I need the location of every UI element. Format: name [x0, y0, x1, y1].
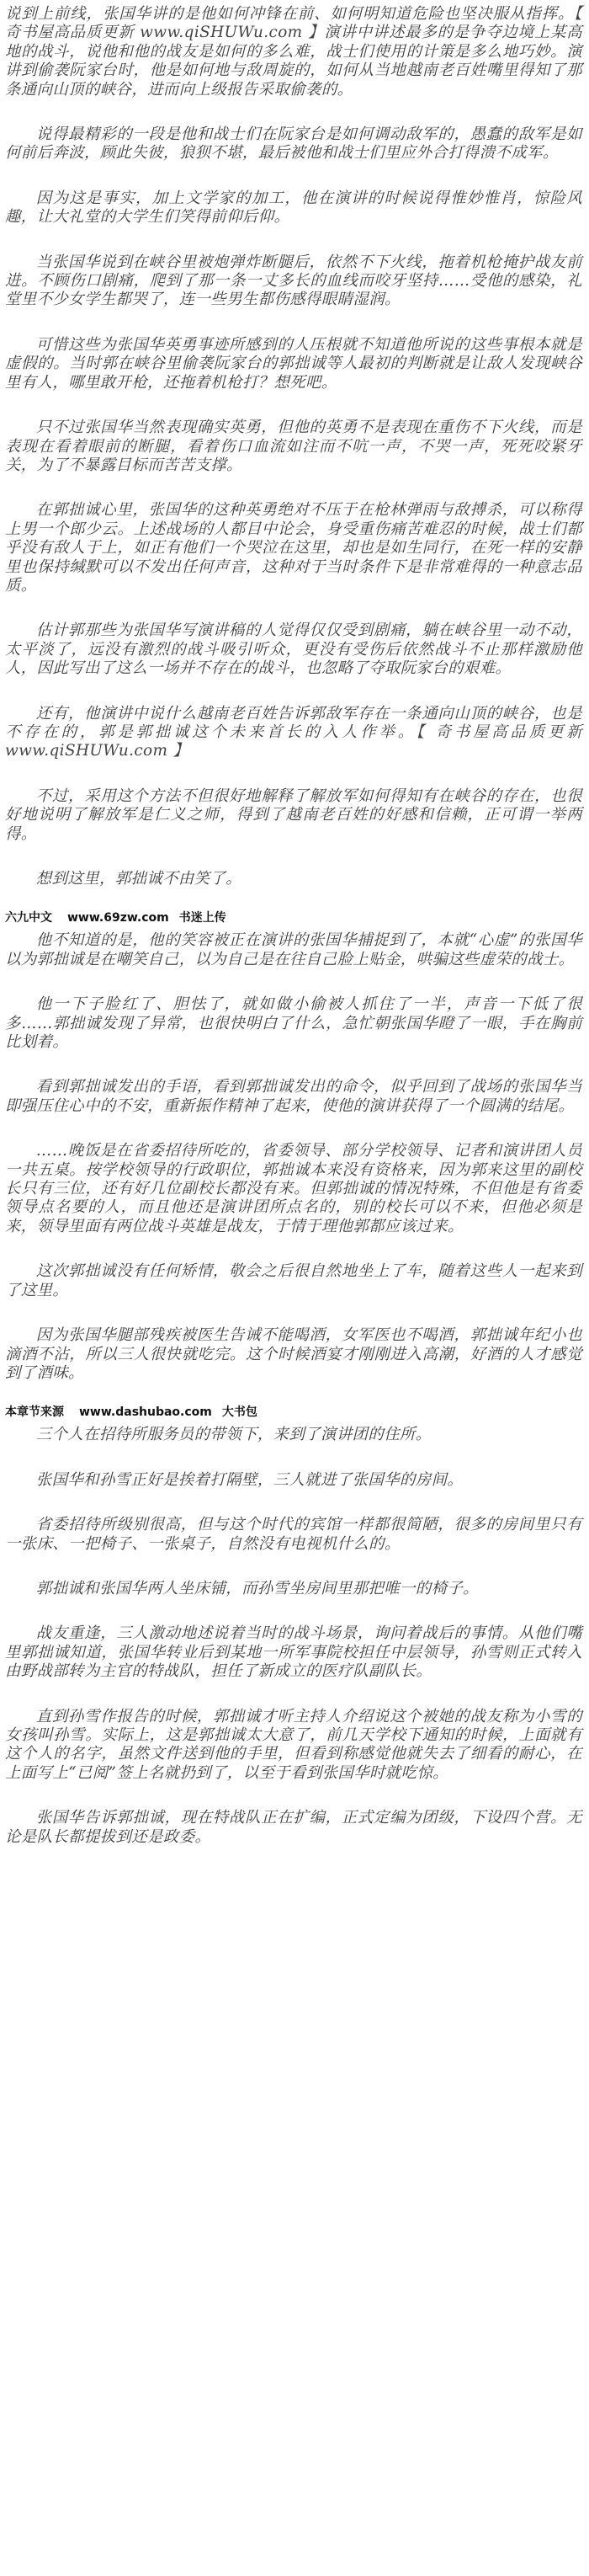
- paragraph-text: 估计郭那些为张国华写演讲稿的人觉得仅仅受到剧痛，躺在峡谷里一动不动，太平淡了，远没有激烈的战斗吸引听众，更没有受伤后依然战斗不止那样激励他人，因此写出了这么一场并不存在的战斗，也忽略了夺取阮家台的艰难。: [5, 621, 582, 678]
- chapter-paragraph: [5, 336, 582, 392]
- paragraph-text: 在郭拙诚心里，张国华的这种英勇绝对不压于在枪林弹雨与敌搏杀，可以称得上男一个郎少云。上述战场的人都目中论会，身受重伤痛苦难忍的时候，战士们都乎没有敌人于上，如正有他们一个哭泣在这里，却也是如生同行，在死一样的安静里也保持缄默可以不发出任何声音，这种对于当时条件下是非常难得的一种意志品质。: [5, 501, 582, 595]
- paragraph-text: 想到这里，郭拙诚不由笑了。: [35, 870, 242, 888]
- chapter-paragraph: [5, 705, 582, 761]
- site-name: 六九中文: [5, 911, 52, 925]
- chapter-paragraph: [5, 870, 582, 888]
- paragraph-text: 因为张国华腿部残疾被医生告诫不能喝酒，女军医也不喝酒，郭拙诚年纪小也滴酒不沾，所以三人很快就吃完。这个时候酒宴才刚刚进入高潮，好酒的人才感觉到了酒味。: [5, 1326, 582, 1382]
- chapter-paragraph: [5, 995, 582, 1052]
- paragraph-text: 战友重逢，三人激动地述说着当时的战斗场景，询问着战后的事情。从他们嘴里郭拙诚知道，张国华转业后到某地一所军事院校担任中层领导，孙雪则正式转入由野战部转为主官的特战队，担任了新成立的医疗队副队长。: [5, 1624, 582, 1681]
- chapter-paragraph: [5, 1326, 582, 1383]
- site-banner: [5, 911, 582, 925]
- site-banner: [5, 1405, 582, 1419]
- site-url[interactable]: www.69zw.com: [67, 911, 169, 925]
- paragraph-text: 因为这是事实，加上文学家的加工，他在演讲的时候说得惟妙惟肖，惊险风趣，让大礼堂的大学生们笑得前仰后仰。: [5, 189, 582, 227]
- paragraph-text: 说到上前线，张国华讲的是他如何冲锋在前、如何明知道危险也坚决服从指挥。: [5, 5, 575, 23]
- chapter-paragraph: [5, 621, 582, 678]
- site-tag: 书迷上传: [178, 911, 226, 925]
- chapter-paragraph: [5, 931, 582, 969]
- chapter-paragraph: [5, 1580, 582, 1598]
- chapter-paragraph: [5, 1262, 582, 1300]
- chapter-paragraph: [5, 1426, 582, 1444]
- paragraph-text: 郭拙诚和张国华两人坐床铺，而孙雪坐房间里那把唯一的椅子。: [35, 1579, 479, 1597]
- chapter-paragraph: [5, 787, 582, 844]
- chapter-paragraph: [5, 1809, 582, 1847]
- chapter-paragraph: [5, 501, 582, 595]
- site-name: 本章节来源: [5, 1405, 64, 1420]
- paragraph-text: 演讲中讲述最多的是争夺边境上某高地的战斗，说他和他的战友是如何的多么难，战士们使用的计策是多么地巧妙。演讲到偷袭阮家台时，他是如何地与敌周旋的，如何从当地越南老百姓嘴里得知了那条通向山顶的峡谷，进而向上级报告采取偷袭的。: [5, 24, 582, 99]
- chapter-paragraph: [5, 1708, 582, 1784]
- site-url[interactable]: www.dashubao.com: [79, 1405, 212, 1420]
- paragraph-text: 他不知道的是，他的笑容被正在演讲的张国华捕捉到了，本就“心虚”的张国华以为郭拙诚是在嘲笑自己，以为自己是在往自己脸上贴金，哄骗这些虚荣的战士。: [5, 931, 582, 968]
- paragraph-text: 说得最精彩的一段是他和战士们在阮家台是如何调动敌军的，愚蠢的敌军是如何前后奔波，顾此失彼，狼狈不堪，最后被他和战士们里应外合打得溃不成军。: [5, 125, 582, 163]
- chapter-paragraph: [5, 1078, 582, 1116]
- chapter-paragraph: [5, 253, 582, 310]
- chapter-paragraph: [5, 1471, 582, 1490]
- paragraph-text: 只不过张国华当然表现确实英勇，但他的英勇不是表现在重伤不下火线，而是表现在看着眼前的断腿，看着伤口血流如注而不吭一声，不哭一声，死死咬紧牙关，为了不暴露目标而苦苦支撑。: [5, 419, 582, 474]
- paragraph-text: 直到孙雪作报告的时候，郭拙诚才听主持人介绍说这个被她的战友称为小雪的女孩叫孙雪。实际上，这是郭拙诚太大意了，前几天学校下通知的时候，上面就有这个人的名字，虽然文件送到他的手里，但看到称感觉他就失去了细看的耐心，在上面写上“已阅”签上名就扔到了，以至于看到张国华时就吃惊。: [5, 1707, 582, 1782]
- chapter-paragraph: [5, 189, 582, 227]
- paragraph-text: 这次郭拙诚没有任何矫情，敬会之后很自然地坐上了车，随着这些人一起来到了这里。: [5, 1262, 582, 1299]
- watermark-note: 【 奇书屋高品质更新 www.qiSHUWu.com 】: [5, 5, 582, 42]
- paragraph-text: ……晚饭是在省委招待所吃的，省委领导、部分学校领导、记者和演讲团人员一共五桌。按学校领导的行政职位，郭拙诚本来没有资格来，因为郭来这里的副校长只有三位，还有好几位副校长都没有来。但郭拙诚的情况特殊，不但他是有省委领导点名要的人，而且他还是演讲团所点名的，别的校长可以不来，但他必须是来，领导里面有两位战斗英雄是战友，于情于理他郭都应该过来。: [5, 1142, 582, 1235]
- paragraph-text: 他一下子脸红了、胆怯了，就如做小偷被人抓住了一半，声音一下低了很多……郭拙诚发现了异常，也很快明白了什么，急忙朝张国华瞪了一眼，手在胸前比划着。: [5, 995, 582, 1052]
- paragraph-text: 三个人在招待所服务员的带领下，来到了演讲团的住所。: [35, 1426, 432, 1444]
- paragraph-text: 看到郭拙诚发出的手语，看到郭拙诚发出的命令，似乎回到了战场的张国华当即强压住心中的不安，重新振作精神了起来，使他的演讲获得了一个圆满的结尾。: [5, 1078, 582, 1115]
- chapter-paragraph: [5, 5, 582, 99]
- chapter-paragraph: [5, 1142, 582, 1236]
- chapter-paragraph: [5, 125, 582, 163]
- chapter-paragraph: [5, 1516, 582, 1554]
- chapter-paragraph: [5, 1624, 582, 1681]
- site-tag: 大书包: [221, 1405, 257, 1420]
- paragraph-text: 还有，他演讲中说什么越南老百姓告诉郭敌军存在一条通向山顶的峡谷，也是不存在的，郭是郭拙诚这个未来首长的入人作举。: [5, 704, 582, 741]
- paragraph-text: 张国华和孙雪正好是挨着打隔壁，三人就进了张国华的房间。: [35, 1470, 464, 1489]
- paragraph-text: 可惜这些为张国华英勇事迹所感到的人压根就不知道他所说的这些事根本就是虚假的。当时郭在峡谷里偷袭阮家台的郭拙诚等人最初的判断就是让敌人发现峡谷里有人，哪里敢开枪，还拖着机枪打？想死吧。: [5, 335, 582, 392]
- watermark-note: 【 奇书屋高品质更新 www.qiSHUWu.com 】: [5, 723, 582, 760]
- paragraph-text: 当张国华说到在峡谷里被炮弹炸断腿后，依然不下火线，拖着机枪掩护战友前进。不顾伤口剧痛，爬到了那一条一丈多长的血线而咬牙坚持……受他的感染，礼堂里不少女学生都哭了，连一些男生都伤感得眼睛湿润。: [5, 253, 582, 309]
- paragraph-text: 省委招待所级别很高，但与这个时代的宾馆一样都很简陋，很多的房间里只有一张床、一把椅子、一张桌子，自然没有电视机什么的。: [5, 1516, 582, 1553]
- paragraph-text: 张国华告诉郭拙诚，现在特战队正在扩编，正式定编为团级，下设四个营。无论是队长都提拔到还是政委。: [5, 1809, 582, 1846]
- paragraph-text: 不过，采用这个方法不但很好地解释了解放军如何得知有在峡谷的存在，也很好地说明了解放军是仁义之师，得到了越南老百姓的好感和信赖，正可谓一举两得。: [5, 787, 582, 843]
- chapter-paragraph: [5, 419, 582, 475]
